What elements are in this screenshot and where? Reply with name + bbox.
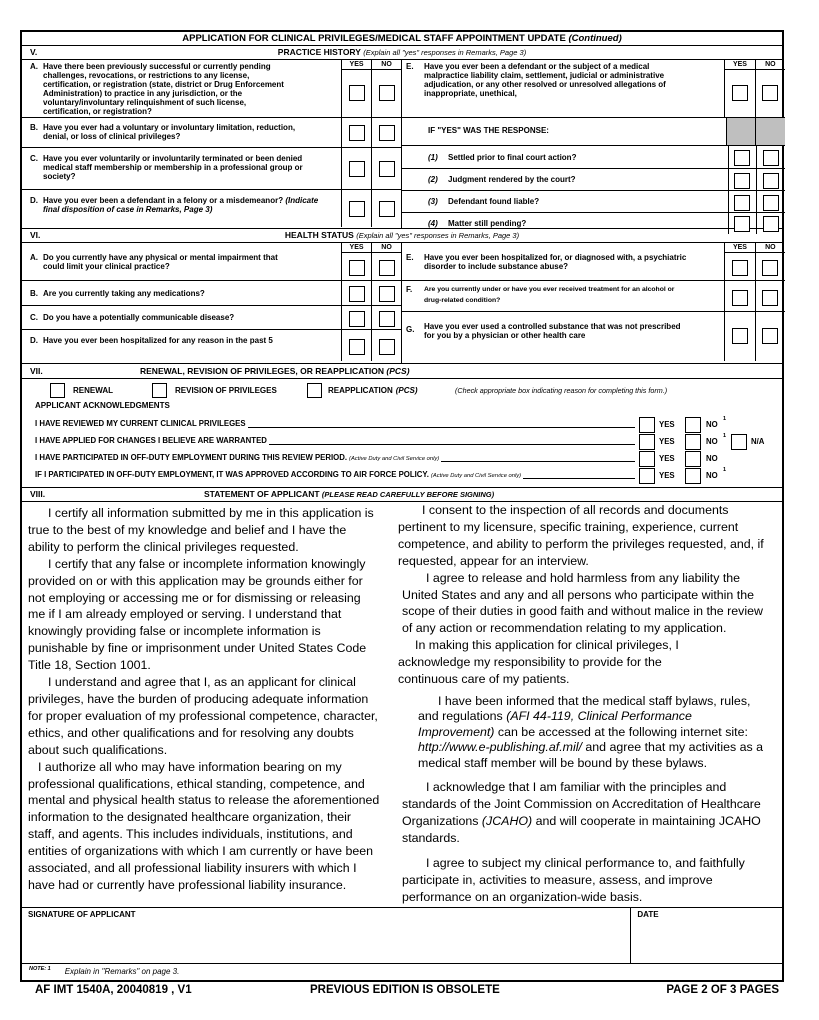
no-checkbox[interactable]: [762, 328, 778, 344]
signature-row: [22, 908, 782, 964]
yes-checkbox[interactable]: [349, 339, 365, 355]
no-checkbox[interactable]: [379, 201, 395, 217]
signature-label: SIGNATURE OF APPLICANT: [28, 910, 136, 919]
ack-yes-checkbox[interactable]: [639, 417, 655, 433]
revision-checkbox[interactable]: [152, 383, 167, 398]
question-letter: B.: [30, 123, 38, 132]
practice-history-body: [22, 60, 782, 229]
no-checkbox[interactable]: [379, 286, 395, 302]
ack-yes-checkbox[interactable]: [639, 451, 655, 467]
statement-paragraph: I authorize all who may have information bearing on my professional qualifications, ethical standing, competence, and mental and physical health status to release the aforementioned information to the designated healthcare organization, their staff, and agents. This includes individuals, institutions, and entities of organizations with which I am currently or have been associated, and all professional liability insurers with which I have had or currently have professional liability insurance.: [28, 759, 380, 892]
no-checkbox[interactable]: [762, 260, 778, 276]
yes-checkbox[interactable]: [349, 260, 365, 276]
acknowledgment-text: I HAVE PARTICIPATED IN OFF-DUTY EMPLOYMENT DURING THIS REVIEW PERIOD.: [35, 453, 348, 462]
acknowledgment-text: IF I PARTICIPATED IN OFF-DUTY EMPLOYMENT, IT WAS APPROVED ACCORDING TO AIR FORCE POLICY.: [35, 470, 429, 479]
yes-checkbox[interactable]: [734, 195, 750, 211]
form-title: APPLICATION FOR CLINICAL PRIVILEGES/MEDICAL STAFF APPOINTMENT UPDATE: [182, 33, 566, 44]
sub-question-number: (3): [428, 197, 438, 206]
acknowledgment-note: (Active Duty and Civil Service only): [430, 473, 522, 479]
no-header: NO: [756, 60, 785, 70]
statement-paragraph: I certify all information submitted by me in this application is true to the best of my knowledge and belief and I have the ability to perform the clinical privileges requested.: [28, 506, 374, 554]
ack-yes-checkbox[interactable]: [639, 468, 655, 484]
yes-checkbox[interactable]: [734, 173, 750, 189]
note-row: [22, 964, 782, 978]
bylaws-paragraph: [418, 694, 768, 772]
no-checkbox[interactable]: [763, 195, 779, 211]
revision-label: REVISION OF PRIVILEGES: [175, 386, 277, 395]
question-letter: F.: [406, 285, 413, 294]
yes-header: YES: [725, 60, 754, 70]
no-header: NO: [372, 243, 401, 253]
renewal-header: [22, 364, 782, 379]
question-letter: D.: [30, 196, 38, 205]
bylaws-ref: (AFI 44-119, Clinical Performance Improvement): [418, 709, 692, 739]
ack-no-checkbox[interactable]: [685, 417, 701, 433]
question-text: Have you ever had a voluntary or involuntary limitation, reduction, denial, or loss of clinical privileges?: [43, 123, 296, 141]
question-text: Do you currently have any physical or mental impairment that could limit your clinical practice?: [43, 253, 278, 271]
section-number: V.: [30, 47, 38, 57]
ack-yes-label: YES: [659, 420, 675, 429]
yes-checkbox[interactable]: [732, 290, 748, 306]
health-status-body: [22, 243, 782, 364]
question-letter: D.: [30, 336, 38, 345]
bylaws-url-link[interactable]: http://www.e-publishing.af.mil/: [418, 740, 582, 755]
question-row: [22, 330, 401, 361]
question-text: Are you currently taking any medications?: [43, 289, 205, 298]
no-header: NO: [756, 243, 785, 253]
no-checkbox[interactable]: [379, 85, 395, 101]
date-label: DATE: [637, 910, 659, 919]
statement-paragraph: I agree to release and hold harmless from any liability the United States and any and all persons who participate within the scope of their duties in good faith and without malice in the review of any action or recommendation relating to my application.: [402, 570, 763, 636]
question-letter: C.: [30, 154, 38, 163]
section-number: VII.: [30, 366, 43, 376]
question-letter: A.: [30, 253, 38, 262]
question-text: Have you ever voluntarily or involuntarily terminated or been denied medical staff membership or membership in a professional group or society?: [43, 154, 303, 181]
question-row: [22, 281, 401, 306]
yes-checkbox[interactable]: [732, 85, 748, 101]
section-number: VIII.: [30, 489, 46, 499]
ack-no-checkbox[interactable]: [685, 468, 701, 484]
question-letter: B.: [30, 289, 38, 298]
jcaho-abbr: (JCAHO): [481, 814, 533, 829]
question-text: Have there been previously successful or currently pending challenges, revocations, or restrictions to any license, certification, or registration (state, district or Drug Enforcement Administration) to practice in any jurisdiction, or the voluntary/involuntary relinquishment of such license, certification, or registration?: [43, 62, 284, 116]
yes-header: YES: [725, 243, 754, 253]
check-note: (Check appropriate box indicating reason for completing this form.): [455, 386, 668, 395]
section-title: STATEMENT OF APPLICANT: [204, 489, 320, 499]
sub-question-text: Matter still pending?: [448, 218, 527, 228]
form-footer: [20, 984, 784, 1000]
reapplication-checkbox[interactable]: [307, 383, 322, 398]
question-text: Have you ever been a defendant or the subject of a medical malpractice liability claim, settlement, judicial or administrative adjudication, or any other resolved or unresolved allegations of inappropriate, unethical,: [424, 62, 666, 98]
statement-paragraph: I consent to the inspection of all records and documents pertinent to my licensure, specific training, experience, current competence, and ability to perform the privileges requested, and, if requested, appear for an interview.: [398, 503, 764, 568]
ack-yes-label: YES: [659, 471, 675, 480]
yes-checkbox[interactable]: [349, 161, 365, 177]
section-note: (Explain all "yes" responses in Remarks, Page 3): [363, 48, 527, 57]
ack-na-label: N/A: [751, 437, 765, 446]
obsolete-notice: PREVIOUS EDITION IS OBSOLETE: [310, 984, 500, 996]
acknowledgment-text: I HAVE APPLIED FOR CHANGES I BELIEVE ARE WARRANTED: [35, 436, 267, 445]
jcaho-text: I acknowledge that I am familiar with the principles and standards of the Joint Commission on Accreditation of Healthcare Organizations: [402, 780, 761, 829]
yes-header: YES: [342, 243, 371, 253]
section-title: HEALTH STATUS: [284, 230, 354, 240]
statement-paragraph: In making this application for clinical privileges, I acknowledge my responsibility to provide for the continuous care of my patients.: [398, 638, 679, 687]
statement-paragraph: I understand and agree that I, as an applicant for clinical privileges, have the burden of producing adequate information for proper evaluation of my professional competence, character, ethics, and other qualifications and for resolving any doubts about such qualifications.: [28, 675, 378, 757]
reapplication-pcs: (PCS): [395, 386, 418, 395]
bylaws-text: I have been informed that the medical staff bylaws, rules, and regulations: [418, 693, 751, 724]
statement-body: [22, 502, 782, 908]
if-yes-row: [402, 118, 785, 146]
question-letter: C.: [30, 313, 38, 322]
no-checkbox[interactable]: [763, 150, 779, 166]
section-note: (Explain all "yes" responses in Remarks, Page 3): [356, 231, 520, 240]
question-row: [22, 306, 401, 330]
sub-question-row: [402, 169, 785, 191]
question-row: [22, 243, 401, 281]
section-title: RENEWAL, REVISION OF PRIVILEGES, OR REAPPLICATION: [140, 366, 385, 376]
jcaho-text-2: and will cooperate in maintaining JCAHO standards.: [402, 814, 761, 846]
yes-checkbox[interactable]: [349, 201, 365, 217]
acknowledgment-text: I HAVE REVIEWED MY CURRENT CLINICAL PRIVILEGES: [35, 419, 246, 428]
question-row: [402, 60, 785, 118]
question-text: Have you ever been hospitalized for, or diagnosed with, a psychiatric disorder to include substance abuse?: [424, 253, 687, 271]
question-row: [22, 148, 401, 190]
question-row: [22, 190, 401, 227]
question-row: [22, 118, 401, 148]
no-header: NO: [372, 60, 401, 70]
no-checkbox[interactable]: [379, 125, 395, 141]
form-frame: [20, 30, 784, 982]
sub-question-number: (4): [428, 218, 438, 228]
ack-title: APPLICANT ACKNOWLEDGMENTS: [35, 401, 170, 410]
renewal-label: RENEWAL: [73, 386, 113, 395]
reapplication-label: REAPPLICATION: [328, 386, 393, 395]
ack-yes-label: YES: [659, 454, 675, 463]
question-row: [22, 60, 401, 118]
question-text: Are you currently under or have you ever received treatment for an alcohol or drug-related condition?: [424, 286, 675, 304]
no-checkbox[interactable]: [762, 290, 778, 306]
yes-header: YES: [342, 60, 371, 70]
acknowledgment-row: [35, 451, 780, 467]
no-checkbox[interactable]: [762, 85, 778, 101]
yes-checkbox[interactable]: [732, 328, 748, 344]
renewal-checkbox[interactable]: [50, 383, 65, 398]
question-note: (Indicate final disposition of case in Remarks, Page 3): [43, 196, 319, 214]
sub-question-number: (1): [428, 152, 438, 162]
ack-no-checkbox[interactable]: [685, 451, 701, 467]
question-letter: G.: [406, 325, 415, 334]
sub-question-text: Judgment rendered by the court?: [448, 175, 576, 184]
ack-yes-checkbox[interactable]: [639, 434, 655, 450]
note-text: Explain in "Remarks" on page 3.: [64, 966, 180, 976]
sub-question-text: Settled prior to final court action?: [448, 152, 577, 162]
statement-header: [22, 488, 782, 502]
form-number: AF IMT 1540A, 20040819 , V1: [35, 984, 192, 996]
note-label: NOTE: 1: [29, 966, 51, 972]
section-title: PRACTICE HISTORY: [277, 47, 361, 57]
acknowledgment-note: (Active Duty and Civil Service only): [349, 456, 440, 462]
statement-paragraph: I certify that any false or incomplete information knowingly provided on or with this application may be grounds either for not employing or accessing me or for dismissing or releasing me if I am already employed or serving. I understand that knowingly providing false or incomplete information is punishable by fine or imprisonment under United States Code Title 18, Section 1001.: [28, 556, 367, 673]
statement-left-column: [28, 505, 380, 894]
section-number: VI.: [30, 230, 41, 240]
yes-checkbox[interactable]: [349, 125, 365, 141]
question-text: Do you have a potentially communicable disease?: [43, 313, 235, 322]
acknowledgment-row: [35, 434, 780, 450]
note-superscript: 1: [723, 416, 727, 422]
no-checkbox[interactable]: [379, 260, 395, 276]
page-number: PAGE 2 OF 3 PAGES: [666, 984, 779, 996]
statement-paragraph: I agree to subject my clinical performance to, and faithfully participate in, activities to measure, assess, and improve performance on an organization-wide basis.: [402, 856, 745, 904]
ack-yes-label: YES: [659, 437, 675, 446]
question-letter: E.: [406, 253, 414, 262]
form-title-bar: [22, 32, 782, 46]
section-note: (PLEASE READ CAREFULLY BEFORE SIGNING): [321, 490, 495, 499]
question-row: [402, 243, 785, 281]
acknowledgment-row: [35, 417, 780, 433]
ack-na-checkbox[interactable]: [731, 434, 747, 450]
ack-no-label: NO: [706, 471, 718, 480]
date-field[interactable]: [631, 908, 782, 963]
if-yes-label: IF "YES" WAS THE RESPONSE:: [428, 126, 549, 135]
sub-question-row: [402, 191, 785, 213]
section-title-pcs: (PCS): [386, 366, 410, 376]
acknowledgment-row: [35, 468, 780, 484]
question-text: Have you ever been a defendant in a felony or a misdemeanor?: [43, 196, 284, 205]
question-letter: E.: [406, 62, 414, 71]
yes-checkbox[interactable]: [349, 286, 365, 302]
no-checkbox[interactable]: [763, 173, 779, 189]
note-superscript: 1: [723, 433, 727, 439]
no-checkbox[interactable]: [379, 339, 395, 355]
question-text: Have you ever used a controlled substance that was not prescribed for you by a physician or other health care: [424, 322, 681, 340]
no-checkbox[interactable]: [379, 161, 395, 177]
sub-question-number: (2): [428, 175, 438, 184]
note-superscript: 1: [723, 467, 727, 473]
sub-question-row: [402, 146, 785, 169]
yes-checkbox[interactable]: [349, 311, 365, 327]
ack-no-label: NO: [706, 420, 718, 429]
question-row: [402, 312, 785, 361]
yes-checkbox[interactable]: [734, 150, 750, 166]
yes-checkbox[interactable]: [732, 260, 748, 276]
question-row: [402, 281, 785, 312]
bylaws-text-3: and agree that my activities as a medical staff member will be bound by these bylaws.: [418, 740, 764, 770]
jcaho-paragraph: [402, 779, 768, 847]
ack-no-label: NO: [706, 437, 718, 446]
practice-history-header: [22, 46, 782, 60]
bylaws-text-2: can be accessed at the following internet site:: [497, 724, 748, 739]
yes-checkbox[interactable]: [349, 85, 365, 101]
ack-no-label: NO: [706, 454, 718, 463]
sub-question-text: Defendant found liable?: [448, 197, 540, 206]
question-letter: A.: [30, 62, 38, 71]
ack-no-checkbox[interactable]: [685, 434, 701, 450]
statement-right-column: [398, 502, 768, 906]
no-checkbox[interactable]: [379, 311, 395, 327]
form-title-continued: (Continued): [568, 33, 622, 44]
form-page: [20, 30, 784, 1000]
question-text: Have you ever been hospitalized for any reason in the past 5: [43, 336, 273, 345]
renewal-body: [22, 379, 782, 488]
health-status-header: [22, 229, 782, 243]
signature-field[interactable]: [22, 908, 631, 963]
